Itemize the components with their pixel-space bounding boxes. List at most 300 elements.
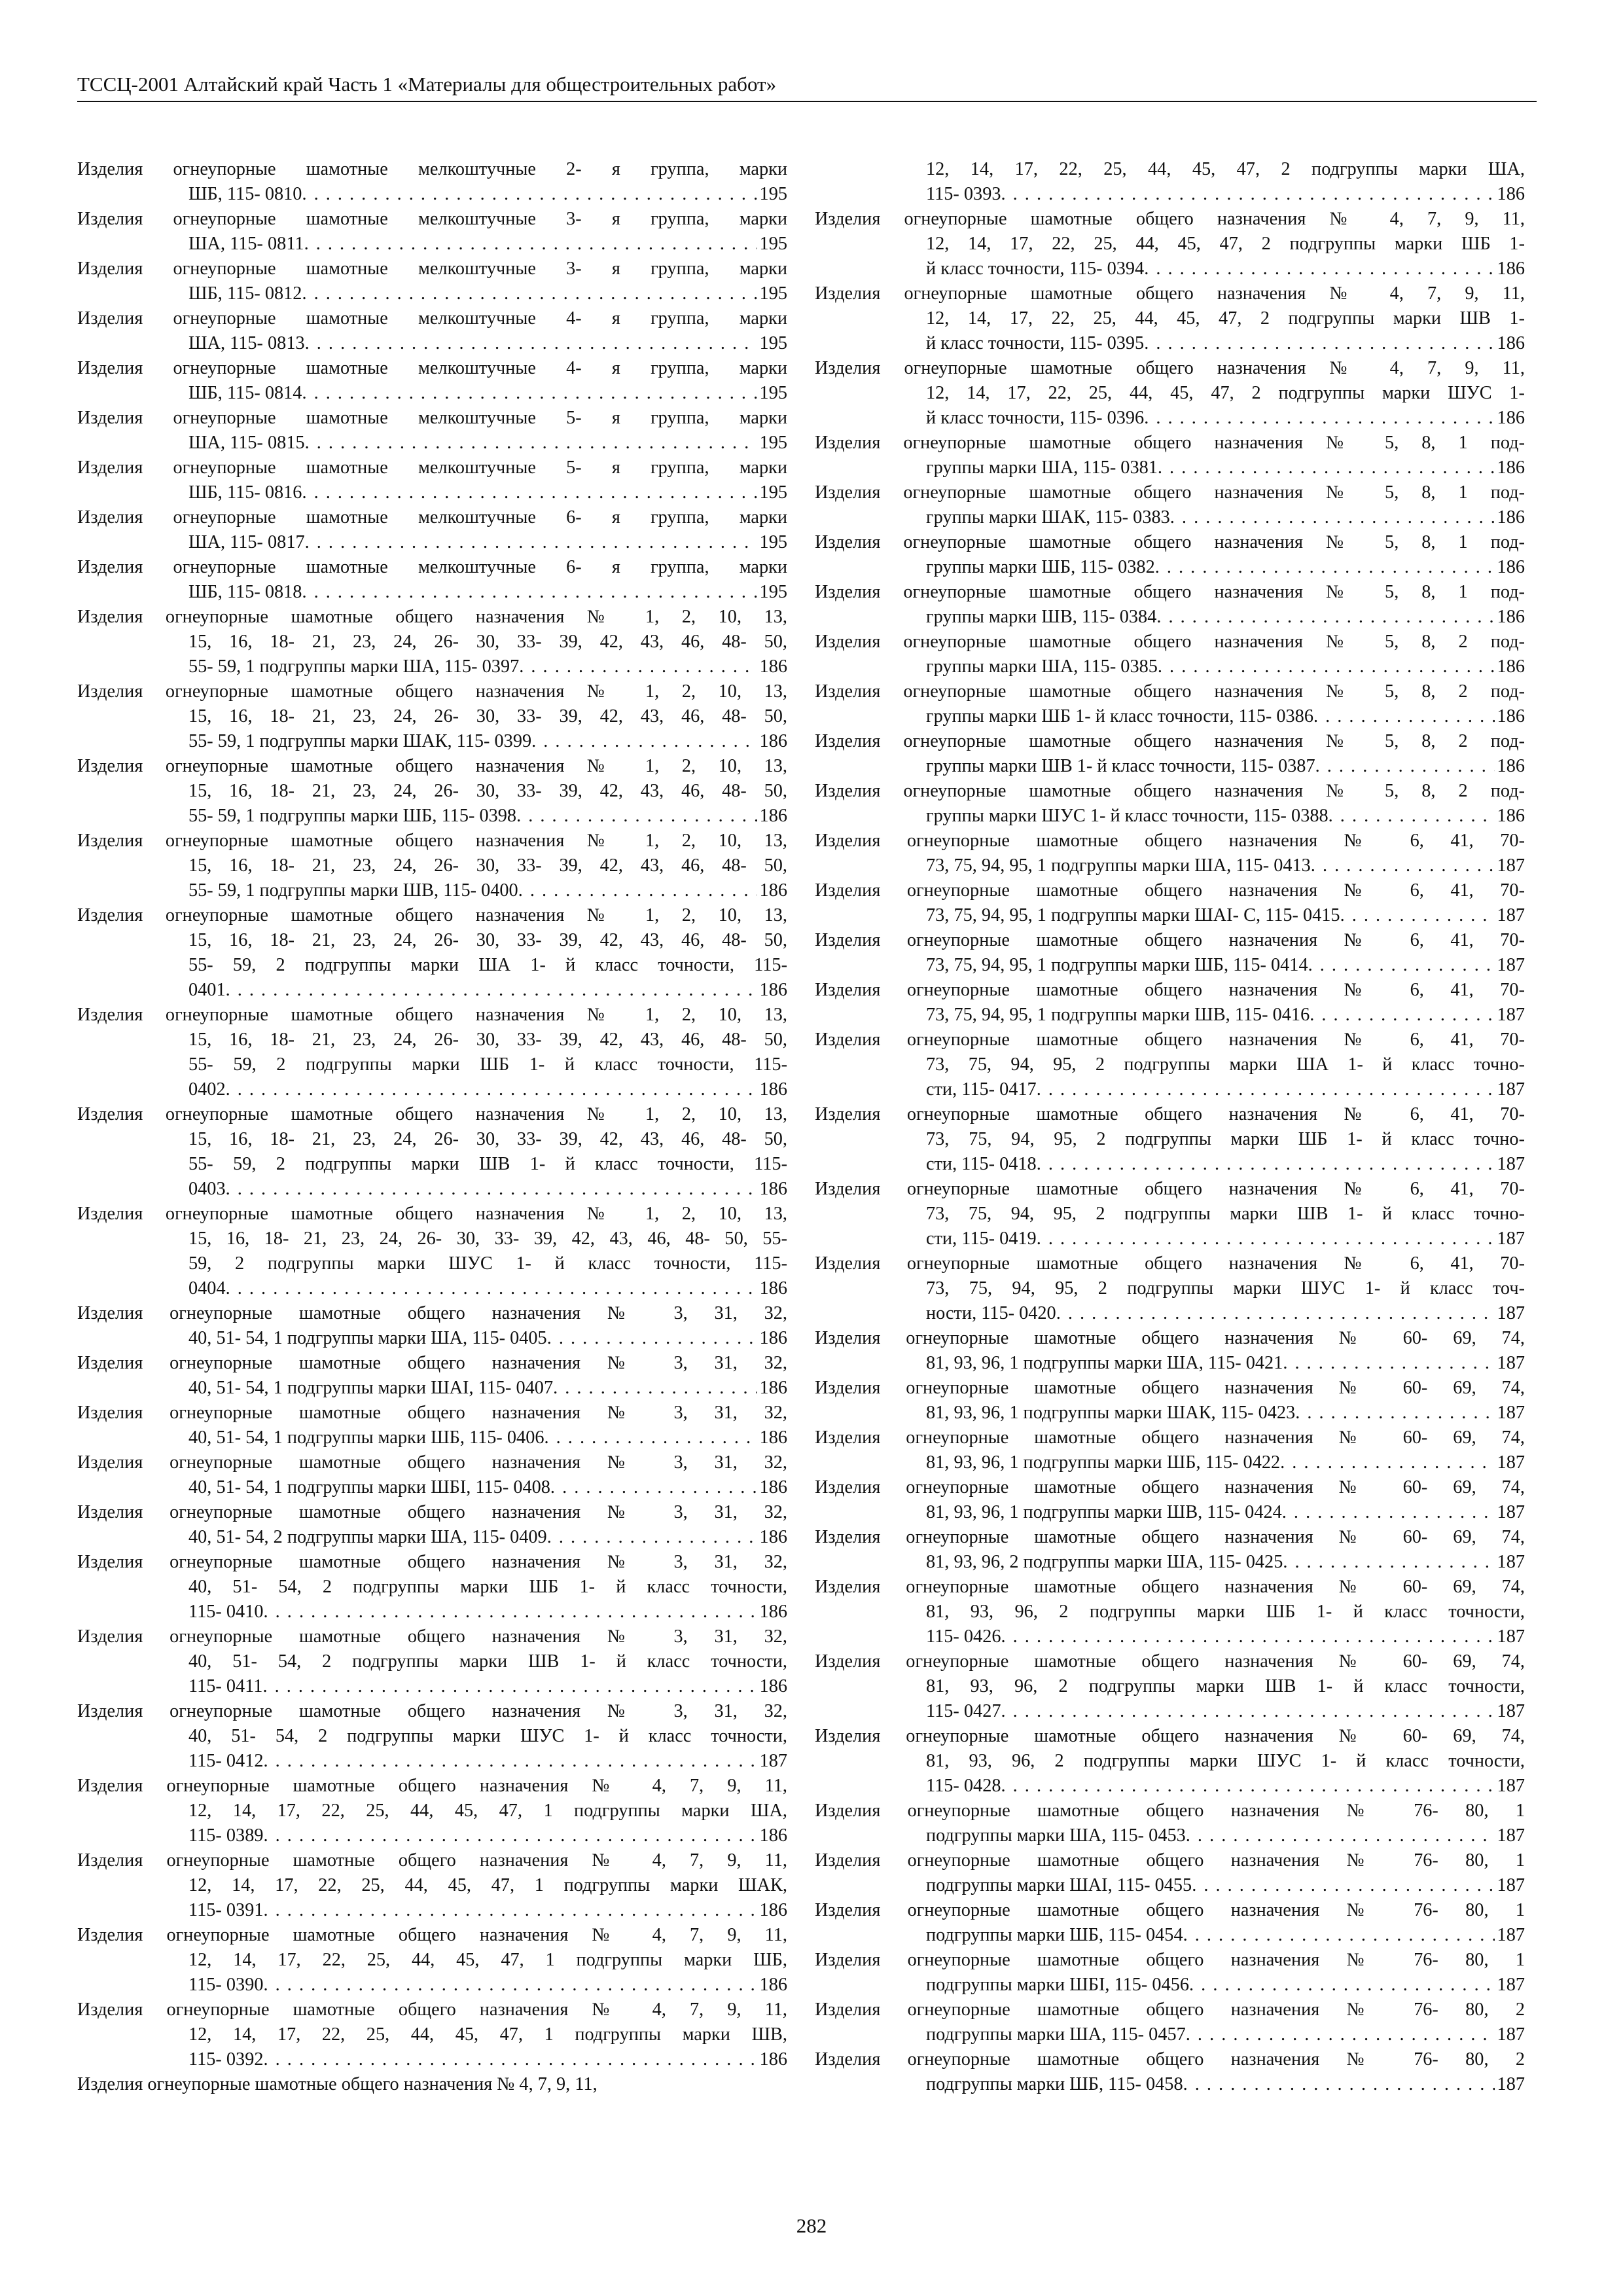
dot-leader [1186,1823,1495,1848]
index-entry-line: Изделия огнеупорные шамотные мелкоштучные 3- я группа, марки [77,209,787,229]
index-entry-page: 187 [1497,1925,1525,1945]
index-entry-line: Изделия огнеупорные шамотные мелкоштучные 6- я группа, марки [77,557,787,577]
dot-leader [226,1276,757,1301]
index-entry-text: группы марки ША, 115- 0385 [926,656,1158,677]
index-entry-last-line [77,381,787,406]
index-entry-line: Изделия огнеупорные шамотные общего назначения № 4, 7, 9, 11, [815,358,1525,378]
index-entry-line: Изделия огнеупорные шамотные общего назначения № 4, 7, 9, 11, [77,1925,787,1945]
index-entry [815,2047,1525,2097]
index-entry-last-line [815,1401,1525,1426]
index-entry-last-line [815,1351,1525,1376]
dot-leader [304,232,757,257]
index-entry-line: Изделия огнеупорные шамотные общего назначения № 1, 2, 10, 13, [77,607,787,627]
index-entry [77,1774,787,1848]
index-entry-page: 186 [1497,457,1525,478]
index-entry-line: Изделия огнеупорные шамотные мелкоштучные 6- я группа, марки [77,507,787,528]
dot-leader [305,431,757,456]
index-entry-line: Изделия огнеупорные шамотные общего назначения № 6, 41, 70- [815,1253,1525,1274]
index-entry-page: 187 [1497,1701,1525,1721]
index-entry-page: 187 [1497,1825,1525,1846]
index-entry-text: 40, 51- 54, 1 подгруппы марки ШБI, 115- 0408 [188,1477,550,1498]
dot-leader [264,1823,757,1848]
index-entry-page: 186 [759,1427,787,1448]
dot-leader [547,1525,757,1550]
index-entry-text: 40, 51- 54, 2 подгруппы марки ША, 115- 0409 [188,1527,547,1547]
dot-leader [518,878,757,903]
index-entry-page: 186 [759,1900,787,1920]
index-entry-last-line [815,754,1525,779]
index-entry-line: Изделия огнеупорные шамотные общего назначения № 4, 7, 9, 11, [77,2074,597,2094]
dot-leader [1170,505,1495,530]
index-entry-line: 40, 51- 54, 2 подгруппы марки ШУС 1- й класс точности, [188,1726,787,1746]
index-entry-text: 55- 59, 1 подгруппы марки ШБ, 115- 0398 [188,806,517,826]
index-entry [815,779,1525,829]
index-entry-last-line [815,2022,1525,2047]
index-entry-last-line [77,1600,787,1624]
dot-leader [1037,1077,1495,1102]
index-entry-last-line [77,1898,787,1923]
index-entry [815,1799,1525,1848]
index-entry-last-line [77,1823,787,1848]
index-entry-last-line [815,1823,1525,1848]
index-entry-line: 12, 14, 17, 22, 25, 44, 45, 47, 1 подгруппы марки ШБ, [188,1950,787,1970]
index-entry-line: Изделия огнеупорные шамотные общего назначения № 60- 69, 74, [815,1477,1525,1498]
dot-leader [1037,1152,1495,1177]
index-entry [77,1301,787,1351]
dot-leader [226,1177,757,1202]
index-entry-last-line [815,555,1525,580]
index-entry-line: 81, 93, 96, 2 подгруппы марки ШБ 1- й класс точности, [926,1602,1525,1622]
index-entry [815,1177,1525,1251]
index-entry-text: подгруппы марки ШБ, 115- 0454 [926,1925,1183,1945]
index-entry [815,1251,1525,1326]
index-entry-page: 195 [759,482,787,503]
index-entry-line: 12, 14, 17, 22, 25, 44, 45, 47, 2 подгруппы марки ШБ 1- [926,234,1525,254]
index-entry [815,1326,1525,1376]
index-entry [77,754,787,829]
index-entry-text: 0402 [188,1079,226,1100]
index-entry-line: Изделия огнеупорные шамотные общего назначения № 76- 80, 2 [815,2049,1525,2070]
index-entry-last-line [815,1450,1525,1475]
index-entry-text: ШБ, 115- 0816 [188,482,302,503]
index-entry-line: Изделия огнеупорные шамотные общего назначения № 6, 41, 70- [815,980,1525,1000]
index-entry-page: 187 [1497,1776,1525,1796]
dot-leader [1192,1873,1494,1898]
index-entry [815,580,1525,630]
index-entry-last-line [815,1873,1525,1898]
index-entry-page: 186 [1497,184,1525,204]
index-entry [815,1102,1525,1177]
index-entry-line: 12, 14, 17, 22, 25, 44, 45, 47, 2 подгруппы марки ШВ 1- [926,308,1525,329]
index-entry-line: Изделия огнеупорные шамотные общего назначения № 5, 8, 2 под- [815,731,1525,751]
index-entry-text: сти, 115- 0417 [926,1079,1037,1100]
index-entry-page: 186 [759,880,787,901]
index-entry-page: 186 [759,1975,787,1995]
index-entry-last-line [77,1749,787,1774]
index-entry-line: Изделия огнеупорные шамотные общего назначения № 6, 41, 70- [815,1104,1525,1124]
index-entry-page: 186 [1497,806,1525,826]
index-entry-page: 195 [759,383,787,403]
index-entry-page: 187 [1497,1353,1525,1373]
index-entry-last-line [815,1152,1525,1177]
index-entry-last-line [77,655,787,679]
index-entry-line: Изделия огнеупорные шамотные общего назначения № 1, 2, 10, 13, [77,681,787,702]
dot-leader [1295,1401,1494,1426]
index-entry [815,928,1525,978]
index-entry-page: 186 [1497,706,1525,726]
dot-leader [226,978,757,1003]
index-entry-last-line [815,1774,1525,1799]
index-entry-text: ШБ, 115- 0812 [188,283,302,304]
dot-leader [302,580,757,605]
index-entry-page: 186 [1497,756,1525,776]
index-entry-text: группы марки ШВ 1- й класс точности, 115- 0387 [926,756,1315,776]
index-entry-line: 12, 14, 17, 22, 25, 44, 45, 47, 1 подгруппы марки ША, [188,1801,787,1821]
dot-leader [1001,182,1495,207]
index-entry-last-line [77,1475,787,1500]
index-entry-last-line [815,1923,1525,1948]
index-entry-line: Изделия огнеупорные шамотные общего назначения № 60- 69, 74, [815,1651,1525,1672]
index-entry-line: Изделия огнеупорные шамотные общего назначения № 1, 2, 10, 13, [77,756,787,776]
index-column-right [815,157,1525,2097]
index-entry-page: 187 [1497,1626,1525,1647]
index-entry-page: 187 [1497,1875,1525,1895]
index-entry-line: Изделия огнеупорные шамотные общего назначения № 76- 80, 1 [815,1850,1525,1871]
index-entry-line: Изделия огнеупорные шамотные общего назначения № 5, 8, 2 под- [815,632,1525,652]
index-entry [77,1500,787,1550]
index-entry-line: 73, 75, 94, 95, 2 подгруппы марки ШУС 1- й класс точ- [926,1278,1525,1299]
dot-leader [264,1600,757,1624]
index-entry-line: Изделия огнеупорные шамотные общего назначения № 1, 2, 10, 13, [77,831,787,851]
dot-leader [262,1674,757,1699]
index-entry-text: 81, 93, 96, 1 подгруппы марки ШАК, 115- 0423 [926,1403,1296,1423]
index-entry-line: Изделия огнеупорные шамотные общего назначения № 60- 69, 74, [815,1577,1525,1597]
index-entry-line: Изделия огнеупорные шамотные общего назначения № 5, 8, 2 под- [815,781,1525,801]
index-entry-last-line [815,903,1525,928]
dot-leader [1183,2072,1495,2097]
index-entry-line: 81, 93, 96, 2 подгруппы марки ШУС 1- й класс точности, [926,1751,1525,1771]
index-entry-line: 73, 75, 94, 95, 2 подгруппы марки ШВ 1- й класс точно- [926,1204,1525,1224]
index-entry-last-line [815,853,1525,878]
index-entry-text: сти, 115- 0418 [926,1154,1037,1174]
dot-leader [1056,1301,1495,1326]
index-entry-text: 81, 93, 96, 1 подгруппы марки ШБ, 115- 0422 [926,1452,1281,1473]
dot-leader [305,331,757,356]
index-entry-page: 186 [1497,656,1525,677]
index-entry-text: 115- 0392 [188,2049,264,2070]
index-entry-text: 55- 59, 1 подгруппы марки ШАК, 115- 0399 [188,731,532,751]
index-entry-line: Изделия огнеупорные шамотные общего назначения № 3, 31, 32, [77,1353,787,1373]
index-entry-line: Изделия огнеупорные шамотные мелкоштучные 2- я группа, марки [77,159,787,179]
index-entry-line: Изделия огнеупорные шамотные общего назначения № 3, 31, 32, [77,1626,787,1647]
index-entry-text: 115- 0428 [926,1776,1001,1796]
index-entry-text: группы марки ШВ, 115- 0384 [926,607,1157,627]
index-entry-line: Изделия огнеупорные шамотные общего назначения № 3, 31, 32, [77,1452,787,1473]
index-entry-line: Изделия огнеупорные шамотные общего назначения № 6, 41, 70- [815,1030,1525,1050]
dot-leader [531,729,757,754]
index-entry-last-line [77,1674,787,1699]
index-entry [815,1848,1525,1898]
index-entry-text: 115- 0412 [188,1751,264,1771]
dot-leader [544,1426,757,1450]
index-entry-last-line [77,1973,787,1998]
index-entry-line: Изделия огнеупорные шамотные общего назначения № 3, 31, 32, [77,1701,787,1721]
index-entry-last-line [815,1699,1525,1724]
index-entry-text: 55- 59, 1 подгруппы марки ША, 115- 0397 [188,656,520,677]
index-entry-page: 187 [1497,1303,1525,1323]
index-entry-line: Изделия огнеупорные шамотные мелкоштучные 4- я группа, марки [77,358,787,378]
index-entry [77,555,787,605]
index-entry-last-line [815,804,1525,829]
dot-leader [1311,853,1495,878]
index-entry-line: Изделия огнеупорные шамотные общего назначения № 60- 69, 74, [815,1527,1525,1547]
index-entry-line: 12, 14, 17, 22, 25, 44, 45, 47, 1 подгруппы марки ШВ, [188,2024,787,2045]
index-entry-last-line [77,804,787,829]
index-entry-text: 81, 93, 96, 1 подгруппы марки ША, 115- 0421 [926,1353,1283,1373]
dot-leader [1189,1973,1495,1998]
index-entry-last-line [77,978,787,1003]
index-entry-line: Изделия огнеупорные шамотные общего назначения № 4, 7, 9, 11, [815,209,1525,229]
index-entry-text: 73, 75, 94, 95, 1 подгруппы марки ШВ, 115- 0416 [926,1005,1310,1025]
dot-leader [302,281,757,306]
index-entry-line: 15, 16, 18- 21, 23, 24, 26- 30, 33- 39, 42, 43, 46, 48- 50, [188,632,787,652]
index-entry-text: 115- 0390 [188,1975,264,1995]
index-entry-last-line [77,480,787,505]
index-entry-line: 12, 14, 17, 22, 25, 44, 45, 47, 2 подгруппы марки ШУС 1- [926,383,1525,403]
index-entry-text: 40, 51- 54, 1 подгруппы марки ШАI, 115- 0407 [188,1378,554,1398]
index-entry-last-line [77,580,787,605]
index-entry-page: 186 [759,1477,787,1498]
index-entry-text: 40, 51- 54, 1 подгруппы марки ШБ, 115- 0406 [188,1427,544,1448]
index-entry-line: Изделия огнеупорные шамотные общего назначения № 1, 2, 10, 13, [77,905,787,925]
index-entry [815,729,1525,779]
index-entry-last-line [77,232,787,257]
dot-leader [302,381,757,406]
index-entry [77,1102,787,1202]
index-entry-last-line [77,1177,787,1202]
dot-leader [226,1077,757,1102]
index-entry-text: 81, 93, 96, 2 подгруппы марки ША, 115- 0425 [926,1552,1283,1572]
index-entry-last-line [815,655,1525,679]
index-entry-last-line [815,1500,1525,1525]
index-entry-line: Изделия огнеупорные шамотные общего назначения № 3, 31, 32, [77,1502,787,1522]
index-entry-line: 81, 93, 96, 2 подгруппы марки ШВ 1- й класс точности, [926,1676,1525,1696]
dot-leader [264,1898,757,1923]
dot-leader [1155,555,1495,580]
index-entry-text: ШБ, 115- 0810 [188,184,302,204]
dot-leader [553,1376,757,1401]
index-entry-page: 186 [759,1676,787,1696]
index-entry-text: ША, 115- 0811 [188,234,304,254]
index-entry-page: 187 [1497,2074,1525,2094]
index-entry-text: 73, 75, 94, 95, 1 подгруппы марки ШАI- С, 115- 0415 [926,905,1340,925]
index-entry [77,1998,787,2072]
index-entry-line: 40, 51- 54, 2 подгруппы марки ШБ 1- й класс точности, [188,1577,787,1597]
index-entry-page: 187 [1497,1154,1525,1174]
index-entry [77,1550,787,1624]
index-entry-line: Изделия огнеупорные шамотные общего назначения № 4, 7, 9, 11, [77,2000,787,2020]
dot-leader [1144,406,1494,431]
index-entry-line: Изделия огнеупорные шамотные общего назначения № 5, 8, 2 под- [815,681,1525,702]
index-entry-line: Изделия огнеупорные шамотные общего назначения № 76- 80, 1 [815,1950,1525,1970]
index-entry-line: Изделия огнеупорные шамотные общего назначения № 5, 8, 1 под- [815,482,1525,503]
dot-leader [1158,655,1495,679]
dot-leader [1310,1003,1494,1028]
index-entry-text: й класс точности, 115- 0395 [926,333,1145,353]
index-entry-page: 195 [759,184,787,204]
dot-leader [264,1973,757,1998]
dot-leader [547,1326,757,1351]
dot-leader [302,182,757,207]
index-entry [77,2072,787,2097]
index-entry-page: 187 [1497,1552,1525,1572]
index-entry-line: 40, 51- 54, 2 подгруппы марки ШВ 1- й класс точности, [188,1651,787,1672]
dot-leader [1183,1923,1495,1948]
index-entry-last-line [815,1550,1525,1575]
index-entry-line: Изделия огнеупорные шамотные общего назначения № 5, 8, 1 под- [815,582,1525,602]
page-number: 282 [796,2214,827,2237]
index-entry-page: 186 [759,1079,787,1100]
dot-leader [550,1475,757,1500]
index-entry-last-line [815,456,1525,480]
index-entry [77,1003,787,1102]
index-entry [815,1998,1525,2047]
index-entry [77,829,787,903]
index-entry-line: Изделия огнеупорные шамотные общего назначения № 4, 7, 9, 11, [77,1850,787,1871]
index-entry-page: 187 [1497,855,1525,876]
index-entry-line: Изделия огнеупорные шамотные мелкоштучные 5- я группа, марки [77,457,787,478]
index-entry [77,1351,787,1401]
index-entry-line: 12, 14, 17, 22, 25, 44, 45, 47, 2 подгруппы марки ША, [926,159,1525,179]
index-entry-last-line [77,431,787,456]
dot-leader [1283,1550,1494,1575]
index-entry-page: 195 [759,333,787,353]
index-entry-line: Изделия огнеупорные шамотные общего назначения № 76- 80, 1 [815,1900,1525,1920]
index-entry-text: подгруппы марки ША, 115- 0453 [926,1825,1186,1846]
dot-leader [1186,2022,1495,2047]
index-entry [77,1401,787,1450]
index-entry-page: 186 [1497,408,1525,428]
index-entry-text: й класс точности, 115- 0396 [926,408,1145,428]
dot-leader [1282,1500,1495,1525]
index-entry-line: Изделия огнеупорные шамотные общего назначения № 6, 41, 70- [815,880,1525,901]
running-header: ТССЦ-2001 Алтайский край Часть 1 «Материалы для общестроительных работ» [77,69,1537,102]
index-entry [815,1898,1525,1948]
index-entry-last-line [77,1525,787,1550]
index-entry-page: 187 [1497,1403,1525,1423]
index-entry-page: 187 [1497,1452,1525,1473]
index-entry-page: 186 [759,656,787,677]
index-entry-line: 15, 16, 18- 21, 23, 24, 26- 30, 33- 39, 42, 43, 46, 48- 50, [188,930,787,950]
index-entry [815,1376,1525,1426]
index-entry-page: 187 [1497,905,1525,925]
index-entry [77,257,787,306]
index-entry-page: 187 [1497,1079,1525,1100]
index-entry-page: 186 [1497,259,1525,279]
index-entry [77,605,787,679]
index-entry-text: 115- 0427 [926,1701,1001,1721]
index-entry [815,207,1525,281]
index-entry-last-line [815,331,1525,356]
index-entry-page: 187 [1497,955,1525,975]
index-entry-last-line [815,953,1525,978]
index-entry [77,903,787,1003]
index-entry-page: 186 [759,2049,787,2070]
index-entry [815,829,1525,878]
index-entry-last-line [77,878,787,903]
index-entry [77,157,787,207]
index-entry [815,530,1525,580]
index-entry-line: 55- 59, 2 подгруппы марки ША 1- й класс точности, 115- [188,955,787,975]
index-entry [77,306,787,356]
index-entry-line: Изделия огнеупорные шамотные общего назначения № 6, 41, 70- [815,1179,1525,1199]
index-entry-line: Изделия огнеупорные шамотные общего назначения № 4, 7, 9, 11, [77,1776,787,1796]
index-entry-last-line [815,406,1525,431]
index-entry-text: группы марки ШУС 1- й класс точности, 115- 0388 [926,806,1329,826]
index-entry-line: Изделия огнеупорные шамотные общего назначения № 60- 69, 74, [815,1726,1525,1746]
index-entry [815,1525,1525,1575]
index-entry [77,356,787,406]
index-entry [815,1028,1525,1102]
index-entry [815,978,1525,1028]
index-entry-line: Изделия огнеупорные шамотные общего назначения № 76- 80, 1 [815,1801,1525,1821]
index-entry-last-line [77,331,787,356]
index-entry-text: ША, 115- 0815 [188,433,305,453]
index-entry-text: группы марки ШБ 1- й класс точности, 115- 0386 [926,706,1313,726]
dot-leader [1313,704,1495,729]
index-entry-last-line [815,1003,1525,1028]
index-entry-last-line [815,1624,1525,1649]
index-entry [815,1575,1525,1649]
index-entry-line: 73, 75, 94, 95, 2 подгруппы марки ШБ 1- й класс точно- [926,1129,1525,1149]
index-entry-page: 187 [759,1751,787,1771]
index-entry [815,431,1525,480]
index-entry-page: 186 [759,1328,787,1348]
dot-leader [1340,903,1495,928]
index-entry [815,1948,1525,1998]
index-entry-text: ности, 115- 0420 [926,1303,1056,1323]
index-entry-page: 186 [759,980,787,1000]
dot-leader [1144,257,1494,281]
index-entry [77,1450,787,1500]
dot-leader [1315,754,1495,779]
index-entry-last-line [815,605,1525,630]
index-entry [77,456,787,505]
dot-leader [302,480,757,505]
index-entry-line: 15, 16, 18- 21, 23, 24, 26- 30, 33- 39, 42, 43, 46, 48- 50, [188,1030,787,1050]
index-entry-text: 55- 59, 1 подгруппы марки ШВ, 115- 0400 [188,880,518,901]
index-entry-text: ША, 115- 0817 [188,532,305,552]
index-entry-page: 195 [759,433,787,453]
index-entry-text: сти, 115- 0419 [926,1229,1037,1249]
index-entry-line: Изделия огнеупорные шамотные общего назначения № 76- 80, 2 [815,2000,1525,2020]
index-entry-text: подгруппы марки ШАI, 115- 0455 [926,1875,1192,1895]
index-entry [77,1923,787,1998]
index-entry-line: 15, 16, 18- 21, 23, 24, 26- 30, 33- 39, 42, 43, 46, 48- 50, [188,706,787,726]
index-entry-last-line [815,704,1525,729]
index-entry-text: 115- 0410 [188,1602,264,1622]
index-entry-last-line [77,281,787,306]
index-entry [77,207,787,257]
index-entry [77,1848,787,1923]
index-entry [77,1699,787,1774]
index-entry-page: 187 [1497,1005,1525,1025]
index-entry-last-line [77,2047,787,2072]
index-entry-page: 195 [759,234,787,254]
dot-leader [516,804,757,829]
index-entry-text: 0404 [188,1278,226,1299]
index-entry-last-line [77,1077,787,1102]
